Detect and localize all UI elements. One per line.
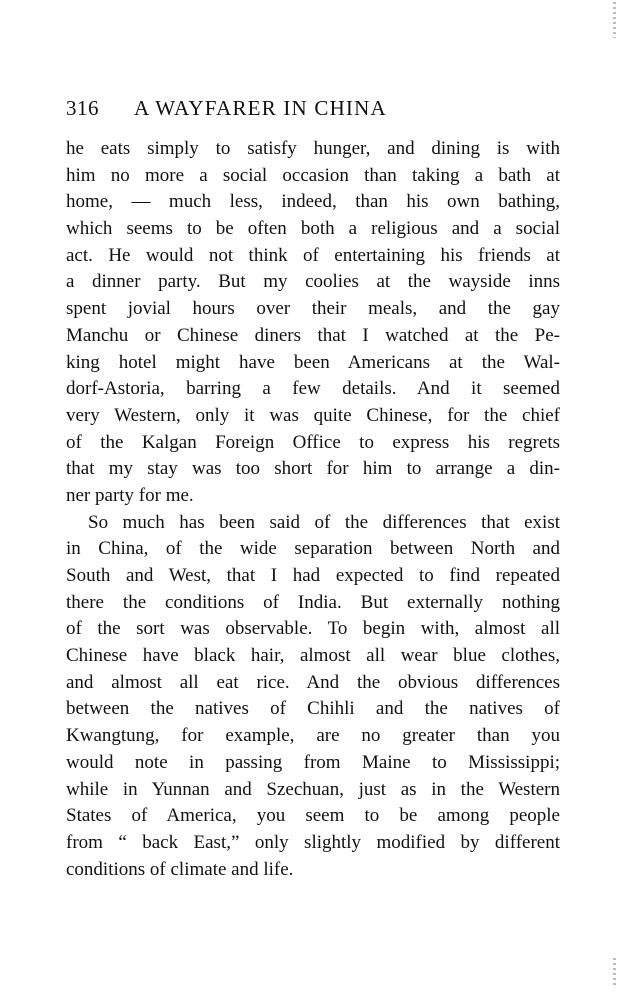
text-line: spent jovial hours over their meals, and the gay bbox=[66, 298, 560, 320]
paragraph-end-line: conditions of climate and life. bbox=[66, 858, 294, 880]
text-line: and almost all eat rice. And the obvious differences bbox=[66, 671, 560, 693]
text-line: South and West, that I had expected to find repeated bbox=[66, 565, 560, 586]
text-line: of the Kalgan Foreign Office to express his regrets bbox=[66, 431, 560, 453]
text-line: from “ back East,” only slightly modified by different bbox=[66, 831, 560, 853]
text-line: while in Yunnan and Szechuan, just as in the Western bbox=[66, 778, 560, 800]
text-line: which seems to be often both a religious and a social bbox=[66, 218, 560, 240]
body-text bbox=[66, 136, 560, 883]
text-line: king hotel might have been Americans at the Wal- bbox=[66, 351, 560, 373]
paragraph-start-line: So much has been said of the differences that exist bbox=[88, 511, 560, 533]
text-line: in China, of the wide separation between North and bbox=[66, 538, 560, 560]
text-line: there the conditions of India. But externally nothing bbox=[66, 591, 560, 613]
text-line: a dinner party. But my coolies at the wayside inns bbox=[66, 271, 560, 293]
page-number: 316 bbox=[66, 96, 99, 120]
running-title: A WAYFARER IN CHINA bbox=[134, 96, 387, 120]
text-line: would note in passing from Maine to Mississippi; bbox=[66, 751, 560, 773]
text-line: States of America, you seem to be among people bbox=[66, 805, 560, 827]
text-line: of the sort was observable. To begin with, almost all bbox=[66, 618, 560, 640]
scan-edge-mark bbox=[613, 2, 616, 38]
running-head bbox=[66, 96, 566, 126]
text-line: very Western, only it was quite Chinese, for the chief bbox=[66, 404, 560, 426]
text-line: Kwangtung, for example, are no greater than you bbox=[66, 725, 560, 747]
text-line: dorf-Astoria, barring a few details. And it seemed bbox=[66, 378, 560, 400]
paragraph-end-line: ner party for me. bbox=[66, 484, 194, 506]
text-line: him no more a social occasion than taking a bath at bbox=[66, 164, 560, 186]
scan-edge-mark bbox=[613, 958, 616, 988]
text-line: act. He would not think of entertaining his friends at bbox=[66, 244, 560, 266]
text-line: Manchu or Chinese diners that I watched at the Pe- bbox=[66, 324, 560, 346]
text-line: he eats simply to satisfy hunger, and dining is with bbox=[66, 138, 560, 159]
text-line: Chinese have black hair, almost all wear blue clothes, bbox=[66, 645, 560, 667]
text-line: home, — much less, indeed, than his own bathing, bbox=[66, 191, 560, 213]
text-line: that my stay was too short for him to arrange a din- bbox=[66, 458, 560, 480]
text-line: between the natives of Chihli and the natives of bbox=[66, 698, 560, 720]
